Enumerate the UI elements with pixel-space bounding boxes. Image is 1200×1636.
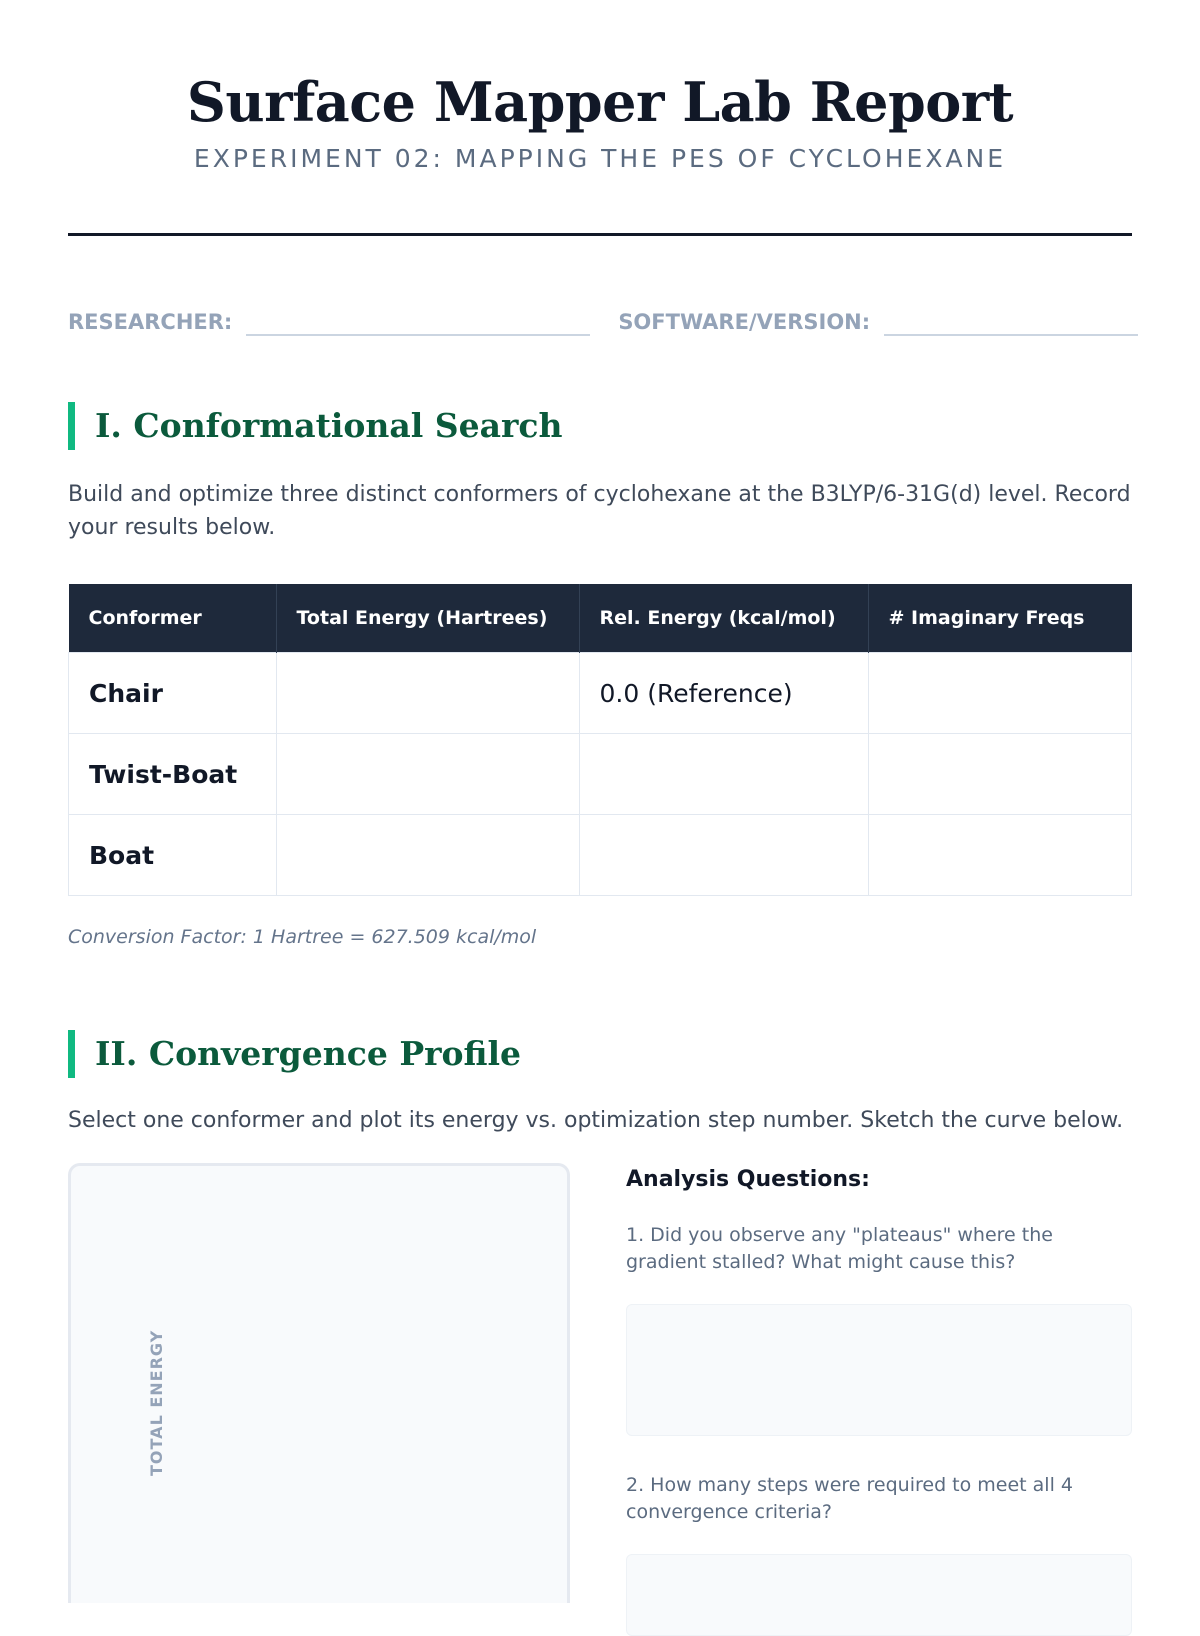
analysis-questions (626, 1163, 1132, 1636)
rel-energy-cell: 0.0 (Reference) (579, 653, 868, 734)
sketch-plot-area[interactable] (68, 1163, 570, 1603)
column-header-conformer: Conformer (69, 584, 277, 653)
software-field-group (618, 308, 1138, 336)
table-row (69, 653, 1132, 734)
conformer-table (68, 584, 1132, 896)
imaginary-freqs-cell[interactable] (868, 653, 1132, 734)
table-row (69, 815, 1132, 896)
software-label: SOFTWARE/VERSION: (618, 310, 871, 334)
table-header-row (69, 584, 1132, 653)
software-input-line[interactable] (884, 308, 1138, 336)
conformer-name: Chair (69, 653, 277, 734)
rel-energy-cell[interactable] (579, 815, 868, 896)
answer-box[interactable] (626, 1304, 1132, 1436)
conformer-name: Twist-Boat (69, 734, 277, 815)
researcher-field-group (68, 308, 618, 336)
column-header-total-energy: Total Energy (Hartrees) (276, 584, 579, 653)
meta-fields (68, 308, 1132, 336)
section-title: I. Conformational Search (95, 406, 563, 445)
table-row (69, 734, 1132, 815)
convergence-area (68, 1163, 1132, 1636)
section-intro: Select one conformer and plot its energy vs. optimization step number. Sketch the curve below. (68, 1108, 1124, 1133)
question-text: 1. Did you observe any "plateaus" where the gradient stalled? What might cause this? (626, 1224, 1053, 1273)
total-energy-cell[interactable] (276, 653, 579, 734)
section-intro: Build and optimize three distinct conformers of cyclohexane at the B3LYP/6-31G(d) level. Record your results below. (68, 482, 1131, 540)
total-energy-cell[interactable] (276, 734, 579, 815)
column-header-rel-energy: Rel. Energy (kcal/mol) (579, 584, 868, 653)
section-heading-convergence-profile (68, 1030, 1132, 1078)
rel-energy-cell[interactable] (579, 734, 868, 815)
total-energy-cell[interactable] (276, 815, 579, 896)
section-heading-conformational-search (68, 402, 1132, 450)
researcher-label: RESEARCHER: (68, 310, 233, 334)
researcher-input-line[interactable] (246, 308, 590, 336)
imaginary-freqs-cell[interactable] (868, 734, 1132, 815)
question-text: 2. How many steps were required to meet all 4 convergence criteria? (626, 1474, 1073, 1523)
y-axis-label: TOTAL ENERGY (147, 1329, 166, 1476)
conversion-note: Conversion Factor: 1 Hartree = 627.509 kcal/mol (68, 926, 537, 948)
imaginary-freqs-cell[interactable] (868, 815, 1132, 896)
page-title: Surface Mapper Lab Report (186, 70, 1014, 134)
section-title: II. Convergence Profile (95, 1034, 522, 1073)
questions-title: Analysis Questions: (626, 1167, 870, 1192)
answer-box[interactable] (626, 1554, 1132, 1636)
header-divider (68, 233, 1132, 236)
page-subtitle: EXPERIMENT 02: MAPPING THE PES OF CYCLOHEXANE (193, 144, 1007, 173)
conformer-name: Boat (69, 815, 277, 896)
column-header-imaginary-freqs: # Imaginary Freqs (868, 584, 1132, 653)
